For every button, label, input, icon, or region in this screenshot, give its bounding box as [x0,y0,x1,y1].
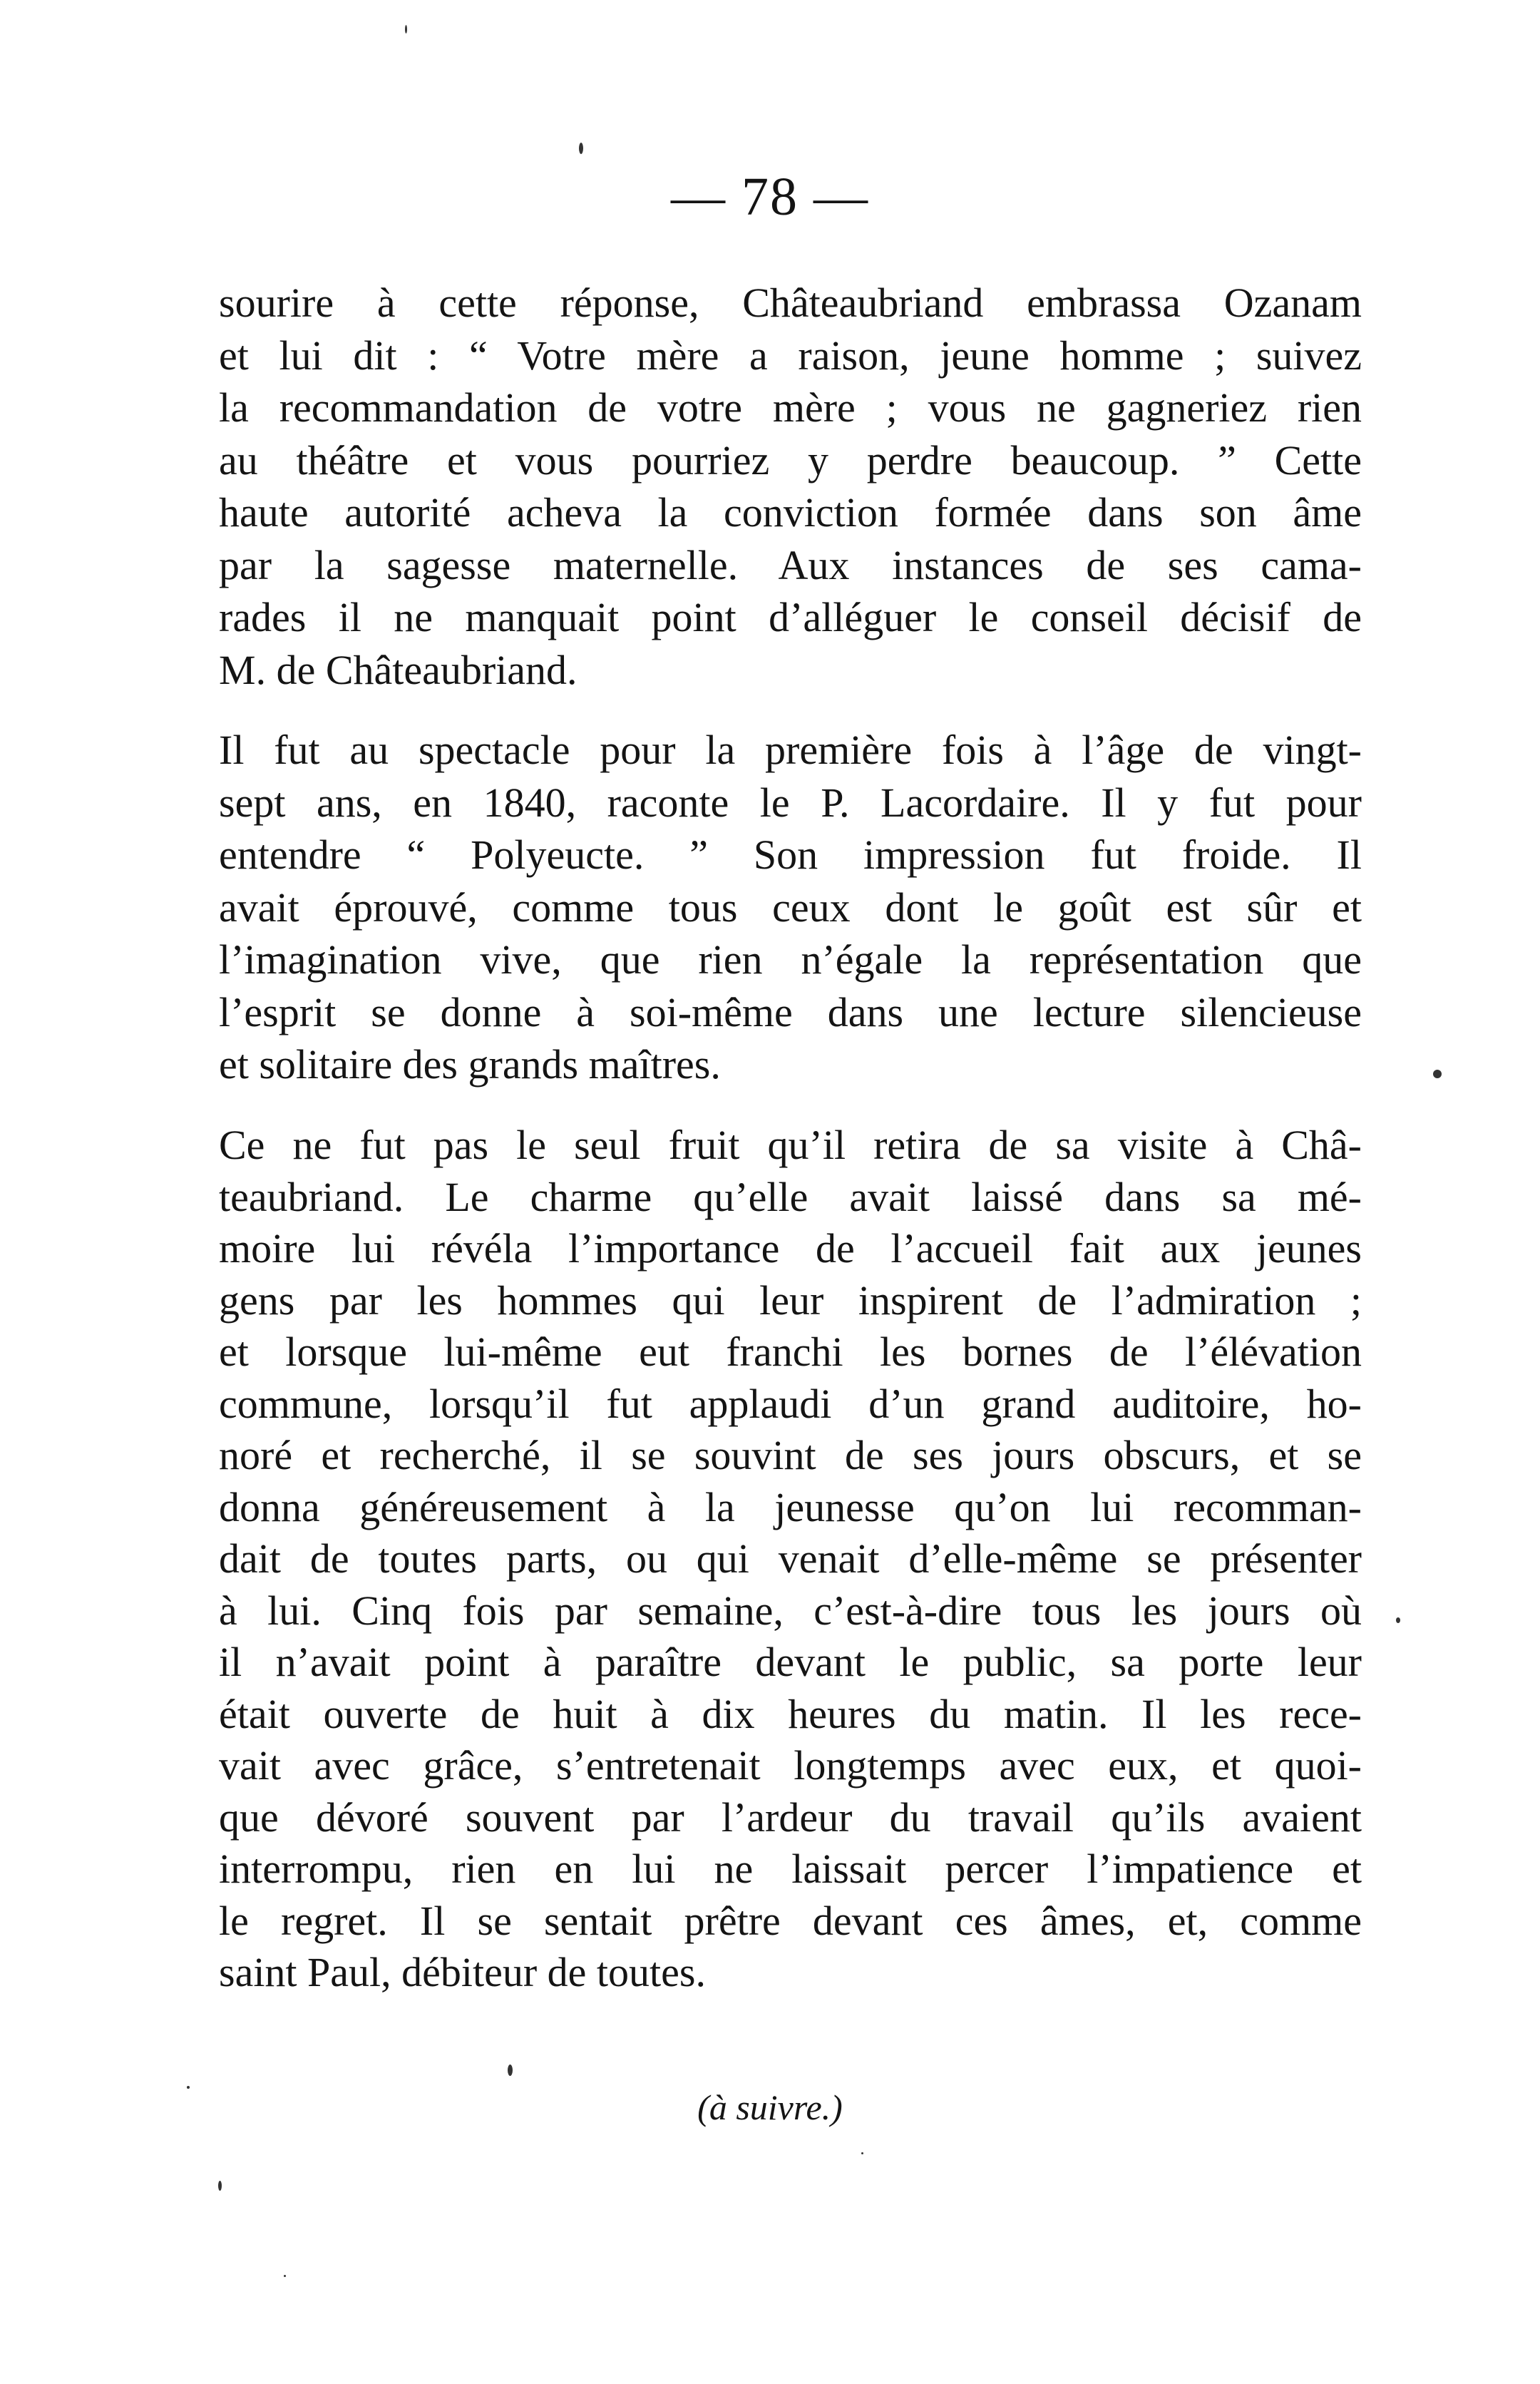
text-line: dait de toutes parts, ou qui venait d’elle-même se présenter [219,1535,1362,1582]
text-line: l’esprit se donne à soi-même dans une lecture silencieuse [219,988,1362,1035]
text-line: le regret. Il se sentait prêtre devant ces âmes, et, comme [219,1897,1362,1944]
text-line: la recommandation de votre mère ; vous ne gagneriez rien [219,384,1362,431]
text-line: entendre “ Polyeucte. ” Son impression fut froide. Il [219,832,1362,878]
paragraph-2 [219,724,1362,1091]
text-line: gens par les hommes qui leur inspirent de l’admiration ; [219,1277,1362,1324]
text-line: haute autorité acheva la conviction formée dans son âme [219,489,1362,536]
text-line: au théâtre et vous pourriez y perdre beaucoup. ” Cette [219,436,1362,484]
print-speck [187,2086,190,2089]
print-speck [218,2181,222,2191]
text-line: Il fut au spectacle pour la première fois à l’âge de vingt- [219,727,1362,773]
text-line: rades il ne manquait point d’alléguer le conseil décisif de [219,594,1362,640]
text-line: et lorsque lui-même eut franchi les bornes de l’élévation [219,1329,1362,1375]
text-line: saint Paul, débiteur de toutes. [219,1949,706,1995]
print-speck [284,2275,286,2277]
paragraph-3 [219,1120,1362,1999]
text-line: était ouverte de huit à dix heures du matin. Il les rece- [219,1690,1362,1737]
text-line: l’imagination vive, que rien n’égale la représentation que [219,936,1362,983]
text-line: que dévoré souvent par l’ardeur du travail qu’ils avaient [219,1794,1362,1841]
text-line: et solitaire des grands maîtres. [219,1041,721,1088]
paragraph-1 [219,277,1362,696]
text-line: sept ans, en 1840, raconte le P. Lacordaire. Il y fut pour [219,779,1362,826]
text-line: sourire à cette réponse, Châteaubriand embrassa Ozanam [219,280,1362,326]
text-line: M. de Châteaubriand. [219,646,578,693]
text-line: vait avec grâce, s’entretenait longtemps avec eux, et quoi- [219,1742,1362,1789]
text-line: interrompu, rien en lui ne laissait percer l’impatience et [219,1846,1362,1892]
text-line: et lui dit : “ Votre mère a raison, jeune homme ; suivez [219,332,1362,379]
text-line: Ce ne fut pas le seul fruit qu’il retira de sa visite à Châ- [219,1122,1362,1168]
text-line: commune, lorsqu’il fut applaudi d’un grand auditoire, ho- [219,1380,1362,1427]
print-speck [579,143,583,154]
text-line: à lui. Cinq fois par semaine, c’est-à-dire tous les jours où [219,1587,1362,1634]
print-speck [405,25,407,34]
text-line: il n’avait point à paraître devant le public, sa porte leur [219,1639,1362,1685]
text-line: noré et recherché, il se souvint de ses jours obscurs, et se [219,1432,1362,1478]
print-speck [1396,1617,1400,1623]
text-line: donna généreusement à la jeunesse qu’on lui recomman- [219,1483,1362,1530]
text-line: par la sagesse maternelle. Aux instances de ses cama- [219,541,1362,588]
text-line: teaubriand. Le charme qu’elle avait laissé dans sa mé- [219,1173,1362,1220]
page-number: — 78 — [671,167,869,227]
text-line: avait éprouvé, comme tous ceux dont le goût est sûr et [219,884,1362,931]
to-be-continued-note: (à suivre.) [697,2087,843,2127]
print-speck [861,2152,863,2154]
print-speck [1433,1070,1442,1078]
text-line: moire lui révéla l’importance de l’accueil fait aux jeunes [219,1225,1362,1272]
print-speck [508,2065,513,2076]
